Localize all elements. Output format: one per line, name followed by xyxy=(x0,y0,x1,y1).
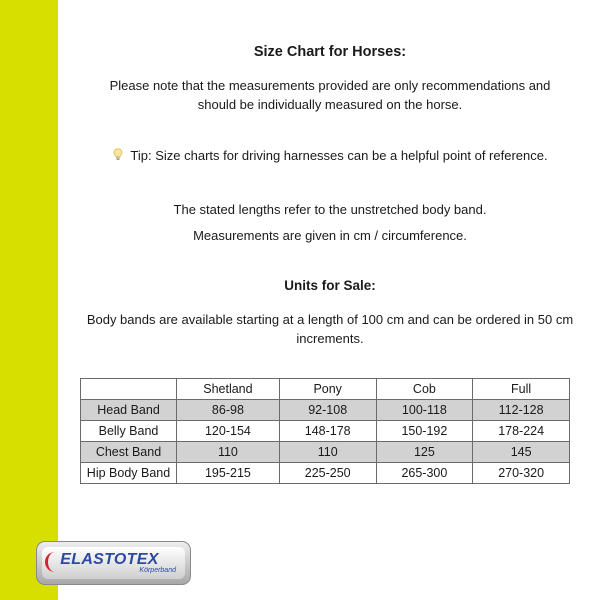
measurement-units-text: Measurements are given in cm / circumference. xyxy=(193,228,467,243)
size-table xyxy=(80,378,570,484)
stated-lengths-text: The stated lengths refer to the unstretched body band. xyxy=(173,202,487,217)
table-cell: 92-108 xyxy=(279,400,376,421)
table-row xyxy=(81,421,570,442)
row-label-cell: Hip Body Band xyxy=(81,463,177,484)
table-cell: 86-98 xyxy=(177,400,280,421)
table-row xyxy=(81,400,570,421)
tip-text: Tip: Size charts for driving harnesses can be a helpful point of reference. xyxy=(130,148,548,163)
row-label-cell: Belly Band xyxy=(81,421,177,442)
table-row xyxy=(81,442,570,463)
availability-text: Body bands are available starting at a length of 100 cm and can be ordered in 50 cm increments. xyxy=(86,312,574,346)
table-row xyxy=(81,463,570,484)
page-title: Size Chart for Horses: xyxy=(253,44,407,60)
table-cell: 120-154 xyxy=(177,421,280,442)
logo-name: ELASTOTEX xyxy=(60,551,159,568)
table-cell: 145 xyxy=(473,442,570,463)
table-cell: 110 xyxy=(177,442,280,463)
table-cell: 178-224 xyxy=(473,421,570,442)
side-accent-bar xyxy=(0,0,58,600)
table-header-row xyxy=(81,379,570,400)
row-label-cell: Chest Band xyxy=(81,442,177,463)
table-cell: 148-178 xyxy=(279,421,376,442)
tip-line xyxy=(70,146,590,166)
elastotex-logo xyxy=(36,541,191,585)
lightbulb-icon xyxy=(112,147,124,166)
row-label-cell: Head Band xyxy=(81,400,177,421)
table-cell: 195-215 xyxy=(177,463,280,484)
table-cell: 112-128 xyxy=(473,400,570,421)
table-cell: 270-320 xyxy=(473,463,570,484)
table-cell: 150-192 xyxy=(376,421,473,442)
logo-subtitle: Körperband xyxy=(139,567,176,574)
header-cell-pony: Pony xyxy=(279,379,376,400)
table-cell: 265-300 xyxy=(376,463,473,484)
units-for-sale-heading: Units for Sale: xyxy=(284,278,376,293)
table-cell: 100-118 xyxy=(376,400,473,421)
size-chart-content xyxy=(70,0,590,600)
header-cell-cob: Cob xyxy=(376,379,473,400)
header-cell xyxy=(81,379,177,400)
table-cell: 225-250 xyxy=(279,463,376,484)
recommendation-note: Please note that the measurements provided are only recommendations and should be individually measured on the horse. xyxy=(109,78,551,112)
table-cell: 110 xyxy=(279,442,376,463)
table-cell: 125 xyxy=(376,442,473,463)
header-cell-full: Full xyxy=(473,379,570,400)
header-cell-shetland: Shetland xyxy=(177,379,280,400)
